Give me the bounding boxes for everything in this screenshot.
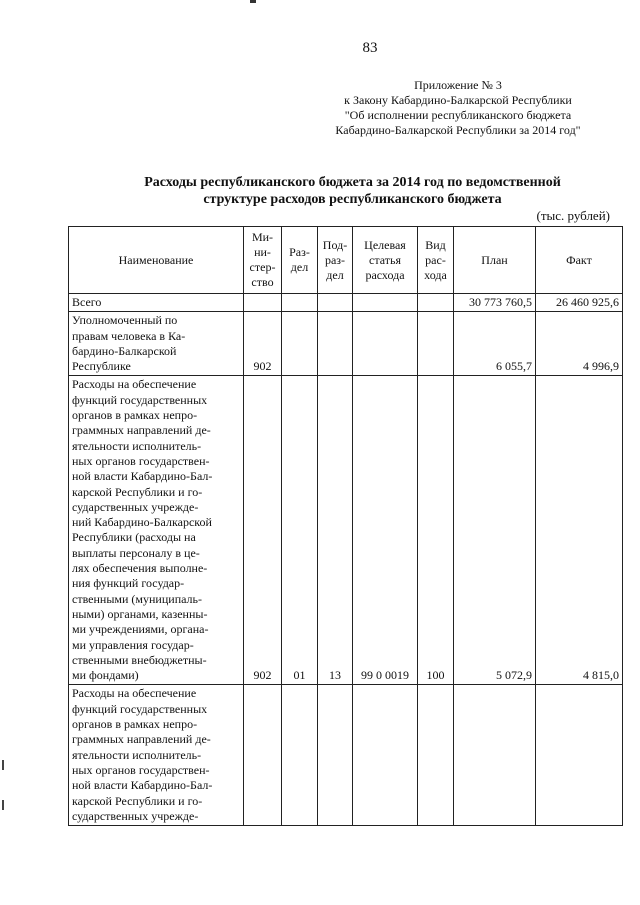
row-ministry [244,294,282,312]
row-target [353,312,418,376]
row-plan: 6 055,7 [454,312,536,376]
row-target [353,294,418,312]
row-fact [536,685,623,826]
header-target: Целевая статья расхода [353,227,418,294]
table-row [69,376,623,685]
scan-mark [250,0,256,3]
row-section: 01 [282,376,318,685]
appendix-line: Кабардино-Балкарской Республики за 2014 год" [335,123,581,137]
table-row [69,685,623,826]
row-ministry [244,685,282,826]
row-name: Расходы на обеспечение функций государственных органов в рамках непро- граммных направлений де- ятельности исполнитель- ных органов государствен- ной власти Кабардино-Бал- карской Республики и го- сударственных учрежде- [69,685,244,826]
row-section [282,294,318,312]
row-name: Уполномоченный по правам человека в Ка- бардино-Балкарской Республике [69,312,244,376]
row-type [418,312,454,376]
row-fact: 26 460 925,6 [536,294,623,312]
row-section [282,685,318,826]
row-plan [454,685,536,826]
row-section [282,312,318,376]
scan-edge-mark [2,800,4,810]
appendix-line: к Закону Кабардино-Балкарской Республики [344,93,572,107]
row-name: Всего [69,294,244,312]
header-plan: План [454,227,536,294]
row-fact: 4 996,9 [536,312,623,376]
row-type [418,294,454,312]
appendix-line: Приложение № 3 [414,78,502,92]
row-type: 100 [418,376,454,685]
row-target: 99 0 0019 [353,376,418,685]
row-ministry: 902 [244,312,282,376]
table-row-total [69,294,623,312]
header-ministry: Ми- ни- стер- ство [244,227,282,294]
header-type: Вид рас- хода [418,227,454,294]
header-subsection: Под- раз- дел [318,227,353,294]
appendix-line: "Об исполнении республиканского бюджета [344,108,572,122]
row-name: Расходы на обеспечение функций государственных органов в рамках непро- граммных направлений де- ятельности исполнитель- ных органов государствен- ной власти Кабардино-Бал- карской Республики и го- сударственных учрежде- ний Кабардино-Балкарской Республики (расходы на выплаты персоналу в це- лях обеспечения выполне- ния функций государ- ственными (муниципаль- ными) органами, казенны- ми учреждениями, органа- ми управления государ- ственными внебюджетны- ми фондами) [69,376,244,685]
scan-edge-mark [2,760,4,770]
row-ministry: 902 [244,376,282,685]
header-section: Раз- дел [282,227,318,294]
table-header-row [69,227,623,294]
header-fact: Факт [536,227,623,294]
document-title [60,174,640,208]
budget-table [68,226,623,826]
appendix-note [308,78,608,138]
row-subsection: 13 [318,376,353,685]
units-label: (тыс. рублей) [536,208,610,223]
row-target [353,685,418,826]
row-type [418,685,454,826]
table-row [69,312,623,376]
title-line: Расходы республиканского бюджета за 2014 год по ведомственной [144,175,561,190]
row-subsection [318,685,353,826]
header-name: Наименование [69,227,244,294]
title-line: структуре расходов республиканского бюджета [203,192,502,207]
page-number: 83 [362,40,378,56]
row-subsection [318,294,353,312]
row-fact: 4 815,0 [536,376,623,685]
row-subsection [318,312,353,376]
row-plan: 5 072,9 [454,376,536,685]
row-plan: 30 773 760,5 [454,294,536,312]
